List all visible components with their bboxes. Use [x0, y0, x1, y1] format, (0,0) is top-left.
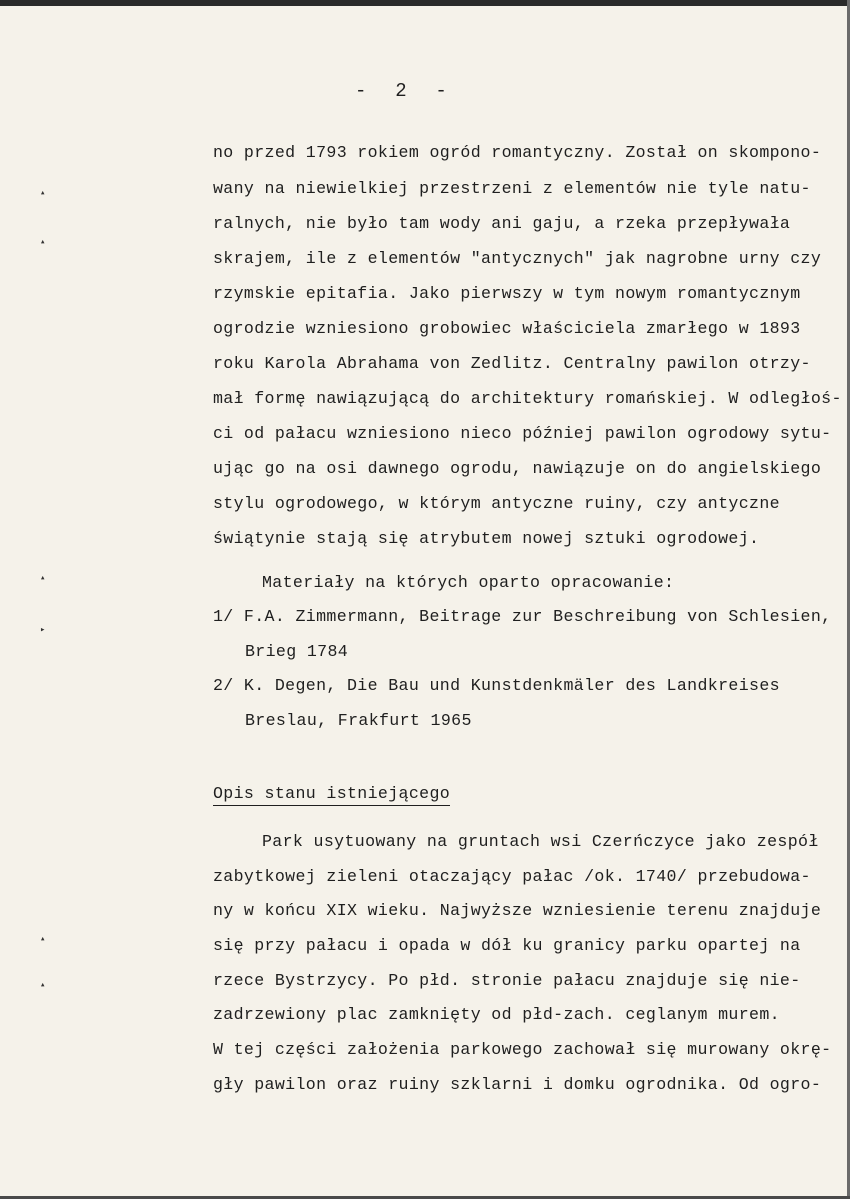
paragraph-line: no przed 1793 rokiem ogród romantyczny. Został on skompono-	[213, 143, 822, 162]
paragraph-line: ogrodzie wzniesiono grobowiec właściciela zmarłego w 1893	[213, 319, 801, 338]
sources-intro: Materiały na których oparto opracowanie:	[262, 573, 675, 592]
paragraph-line: się przy pałacu i opada w dół ku granicy parku opartej na	[213, 936, 801, 955]
paragraph-line: zabytkowej zieleni otaczający pałac /ok. 1740/ przebudowa-	[213, 867, 811, 886]
paragraph-line: rzymskie epitafia. Jako pierwszy w tym nowym romantycznym	[213, 284, 801, 303]
paragraph-line: zadrzewiony plac zamknięty od płd-zach. ceglanym murem.	[213, 1005, 780, 1024]
paragraph-line: ralnych, nie było tam wody ani gaju, a rzeka przepływała	[213, 214, 791, 233]
section-heading: Opis stanu istniejącego	[213, 784, 450, 806]
paragraph-line: W tej części założenia parkowego zachował się murowany okrę-	[213, 1040, 832, 1059]
source-item-line: 2/ K. Degen, Die Bau und Kunstdenkmäler des Landkreises	[213, 676, 780, 695]
top-scan-edge	[0, 0, 850, 6]
margin-mark: ▴	[40, 980, 46, 990]
paragraph-line: świątynie stają się atrybutem nowej sztuki ogrodowej.	[213, 529, 760, 548]
source-item-line: Brieg 1784	[245, 642, 349, 661]
margin-mark: ▴	[40, 573, 46, 583]
paragraph-line: roku Karola Abrahama von Zedlitz. Centralny pawilon otrzy-	[213, 354, 811, 373]
margin-mark: ▴	[40, 934, 46, 944]
paragraph-line: skrajem, ile z elementów "antycznych" jak nagrobne urny czy	[213, 249, 822, 268]
margin-mark: ▴	[40, 237, 46, 247]
paragraph-line: stylu ogrodowego, w którym antyczne ruiny, czy antyczne	[213, 494, 780, 513]
paragraph-line: wany na niewielkiej przestrzeni z elementów nie tyle natu-	[213, 179, 811, 198]
paragraph-line: rzece Bystrzycy. Po płd. stronie pałacu znajduje się nie-	[213, 971, 801, 990]
paragraph-line: Park usytuowany na gruntach wsi Czerńczyce jako zespół	[262, 832, 819, 851]
source-item-line: Breslau, Frakfurt 1965	[245, 711, 472, 730]
paragraph-line: ci od pałacu wzniesiono nieco później pawilon ogrodowy sytu-	[213, 424, 832, 443]
margin-mark: ▸	[40, 625, 46, 635]
paragraph-line: gły pawilon oraz ruiny szklarni i domku ogrodnika. Od ogro-	[213, 1075, 822, 1094]
paragraph-line: ny w końcu XIX wieku. Najwyższe wzniesienie terenu znajduje	[213, 901, 822, 920]
paragraph-line: ując go na osi dawnego ogrodu, nawiązuje on do angielskiego	[213, 459, 822, 478]
page-number: - 2 -	[355, 80, 449, 102]
paragraph-line: mał formę nawiązującą do architektury romańskiej. W odległoś-	[213, 389, 842, 408]
source-item-line: 1/ F.A. Zimmermann, Beitrage zur Beschreibung von Schlesien,	[213, 607, 832, 626]
margin-mark: ▴	[40, 188, 46, 198]
